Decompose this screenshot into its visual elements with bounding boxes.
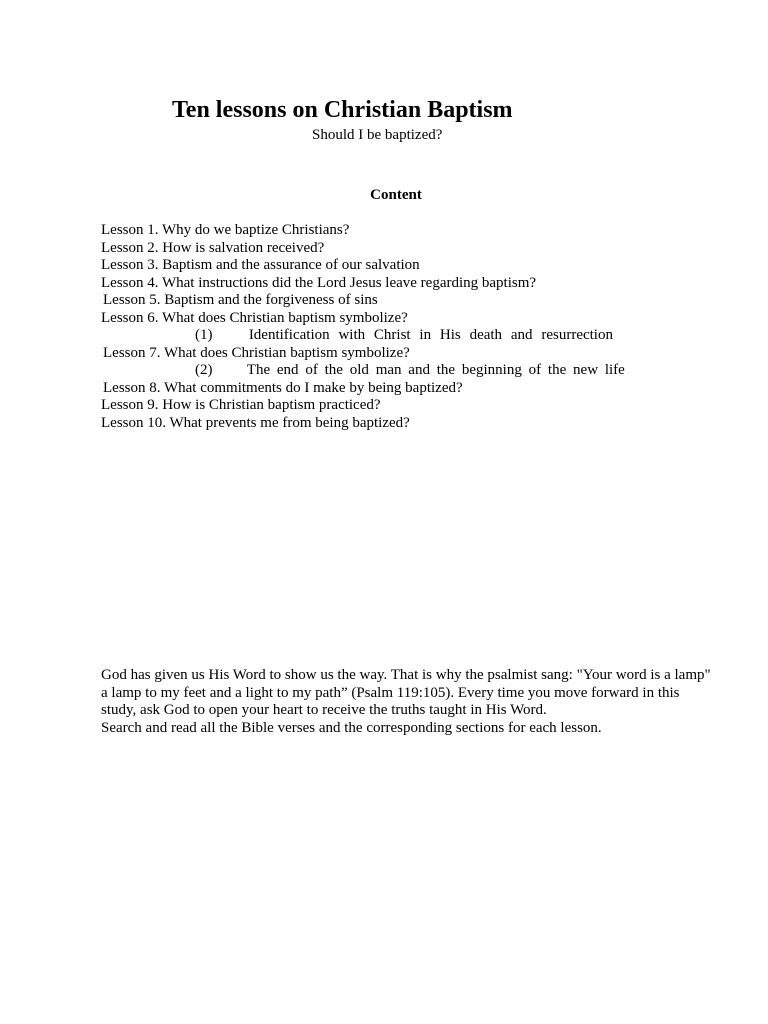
toc-lesson-5: Lesson 5. Baptism and the forgiveness of sins	[103, 292, 378, 308]
toc-subitem-word: old	[349, 362, 369, 378]
toc-lesson-10: Lesson 10. What prevents me from being baptized?	[101, 414, 410, 431]
toc-subitem-word: beginning	[461, 362, 522, 378]
toc-subitem-word: Identification	[248, 327, 330, 343]
toc-subitem-word: of	[528, 362, 542, 378]
toc-subitem-word: and	[408, 362, 430, 378]
toc-lesson-7-subitem	[195, 362, 625, 380]
intro-paragraph	[101, 667, 726, 737]
toc-subitem-word: in	[419, 327, 432, 343]
toc-lesson-1: Lesson 1. Why do we baptize Christians?	[101, 222, 350, 238]
document-title: Ten lessons on Christian Baptism	[172, 97, 513, 123]
toc-lesson-4: Lesson 4. What instructions did the Lord Jesus leave regarding baptism?	[101, 274, 537, 291]
toc-subitem-word: end	[276, 362, 299, 378]
toc-lesson-6: Lesson 6. What does Christian baptism symbolize?	[101, 309, 408, 326]
toc-subitem-word: the	[547, 362, 567, 378]
toc-subitem-word: life	[604, 362, 625, 378]
toc-lesson-3: Lesson 3. Baptism and the assurance of our salvation	[101, 257, 420, 273]
toc-subitem-word: of	[305, 362, 318, 378]
toc-subitem-word: death	[469, 327, 503, 343]
toc-lesson-7: Lesson 7. What does Christian baptism symbolize?	[103, 344, 410, 361]
toc-subitem-word: new	[573, 362, 599, 378]
content-heading: Content	[370, 187, 422, 203]
toc-subitem-word: and	[510, 327, 533, 343]
toc-subitem-number: (2)	[195, 362, 213, 378]
toc-subitem-word: man	[375, 362, 402, 378]
table-of-contents	[101, 222, 641, 432]
toc-subitem-word: resurrection	[541, 327, 613, 343]
toc-subitem-word: with	[338, 327, 366, 343]
toc-lesson-6-subitem	[195, 327, 613, 345]
toc-subitem-word: His	[439, 327, 461, 343]
toc-lesson-9: Lesson 9. How is Christian baptism practiced?	[101, 397, 381, 413]
toc-subitem-word: the	[436, 362, 456, 378]
intro-line-4: Search and read all the Bible verses and the corresponding sections for each lesson.	[101, 719, 602, 736]
intro-line-3: study, ask God to open your heart to receive the truths taught in His Word.	[101, 702, 547, 718]
toc-subitem-word: Christ	[373, 327, 411, 343]
toc-lesson-8: Lesson 8. What commitments do I make by being baptized?	[103, 379, 463, 396]
toc-subitem-word: The	[246, 362, 271, 378]
toc-subitem-word: the	[324, 362, 343, 378]
intro-line-1: God has given us His Word to show us the way. That is why the psalmist sang: "Your word is a lamp"	[101, 667, 711, 683]
intro-line-2: a lamp to my feet and a light to my path” (Psalm 119:105). Every time you move forward in this	[101, 684, 680, 701]
toc-lesson-2: Lesson 2. How is salvation received?	[101, 239, 325, 256]
document-subtitle: Should I be baptized?	[312, 127, 443, 143]
toc-subitem-number: (1)	[195, 327, 213, 343]
